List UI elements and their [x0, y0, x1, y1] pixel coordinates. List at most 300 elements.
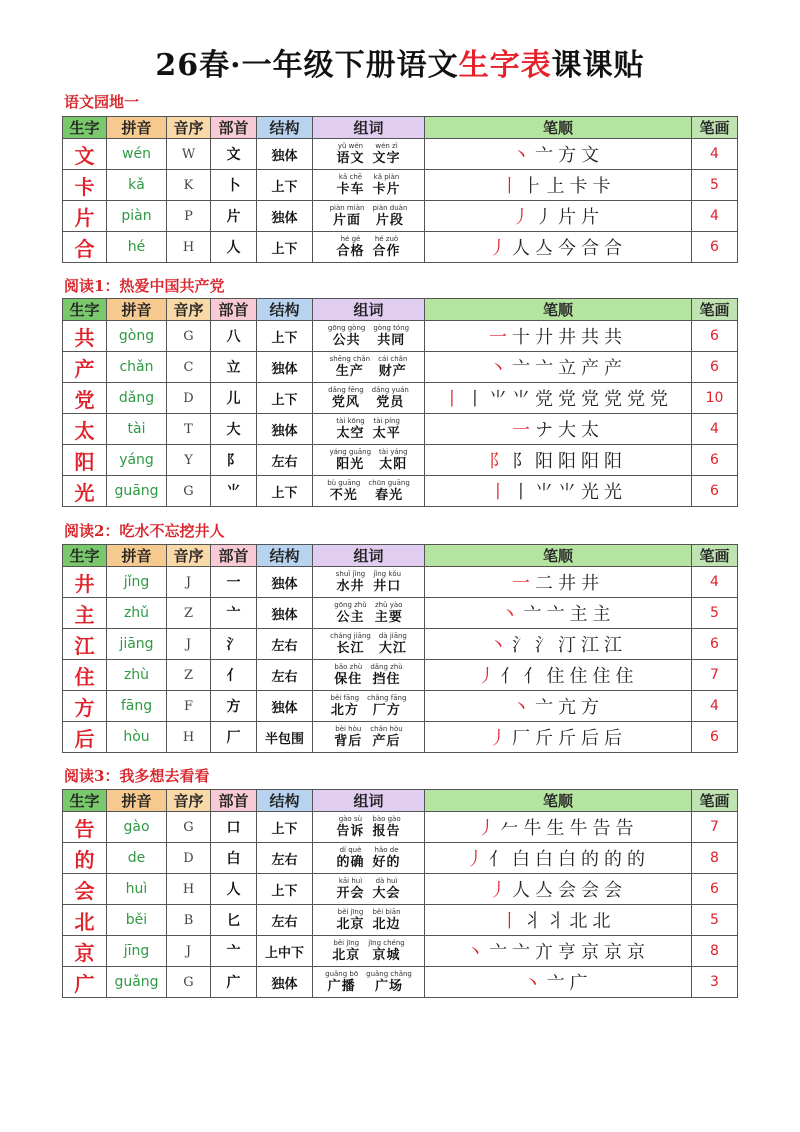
stroke-step: 氵 [512, 635, 535, 656]
order-cell: G [167, 812, 211, 843]
stroke-order-cell [425, 691, 692, 722]
order-cell: Z [167, 660, 211, 691]
stroke-step: 丶 [512, 145, 535, 166]
stroke-step: 井 [558, 573, 581, 594]
table-row [63, 629, 738, 660]
stroke-step: 住 [546, 666, 570, 687]
word-item [370, 725, 402, 749]
word-item [372, 908, 400, 932]
header-char: 生字 [63, 545, 107, 567]
stroke-step: 斤 [558, 728, 581, 749]
word-hanzi: 挡住 [372, 672, 401, 687]
stroke-order-cell [425, 352, 692, 383]
stroke-step: 丿 [466, 849, 489, 870]
stroke-step: 丶 [489, 635, 512, 656]
page-title-part1: 26春·一年级下册语文 [155, 48, 459, 83]
word-item [366, 970, 412, 994]
word-item [334, 663, 362, 687]
stroke-step: 斤 [535, 728, 558, 749]
words-cell [313, 232, 425, 263]
word-pinyin: guǎng bō [325, 970, 359, 978]
stroke-step: 亨 [558, 942, 581, 963]
stroke-count-cell: 6 [692, 445, 738, 476]
word-item [373, 324, 409, 348]
word-hanzi: 水井 [336, 579, 365, 594]
word-pinyin: gào sù [338, 815, 363, 823]
word-pinyin: dǎng yuán [371, 386, 409, 394]
word-pinyin: chǎng fāng [367, 694, 407, 702]
stroke-step: 亠 [512, 358, 535, 379]
word-hanzi: 春光 [375, 488, 404, 503]
word-hanzi: 党风 [331, 395, 360, 410]
word-item [330, 355, 371, 379]
char-cell: 阳 [63, 445, 107, 476]
header-strokes: 笔顺 [425, 790, 692, 812]
pinyin-cell: wén [107, 139, 167, 170]
stroke-step: 片 [558, 207, 581, 228]
header-structure: 结构 [257, 299, 313, 321]
word-item [379, 632, 407, 656]
word-item [379, 448, 408, 472]
word-item [372, 386, 409, 410]
radical-cell: 片 [211, 201, 257, 232]
stroke-count-cell: 6 [692, 874, 738, 905]
pinyin-cell: yáng [107, 445, 167, 476]
header-structure: 结构 [257, 117, 313, 139]
words-cell [313, 567, 425, 598]
radical-cell: 立 [211, 352, 257, 383]
stroke-step: 一 [512, 573, 535, 594]
stroke-count-cell: 6 [692, 629, 738, 660]
stroke-step: 丿 [489, 880, 512, 901]
table-row [63, 232, 738, 263]
words-cell [313, 843, 425, 874]
order-cell: B [167, 905, 211, 936]
stroke-step: 住 [569, 666, 593, 687]
word-pinyin: dǎng zhù [370, 663, 403, 671]
table-header-row [63, 117, 738, 139]
char-table [62, 789, 738, 998]
stroke-step: 亠 [546, 973, 570, 994]
stroke-step: 江 [581, 635, 604, 656]
stroke-count-cell: 6 [692, 722, 738, 753]
header-strokes: 笔顺 [425, 299, 692, 321]
word-pinyin: piàn duàn [372, 204, 408, 212]
stroke-step: 党 [604, 389, 627, 410]
table-row [63, 660, 738, 691]
pinyin-cell: gào [107, 812, 167, 843]
table-row [63, 905, 738, 936]
word-item [373, 417, 401, 441]
stroke-step: 卡 [592, 176, 616, 197]
word-pinyin: piàn miàn [329, 204, 365, 212]
pinyin-cell: jǐng [107, 567, 167, 598]
stroke-step: 丨 [466, 389, 489, 410]
words-cell [313, 812, 425, 843]
stroke-step: 井 [581, 573, 604, 594]
char-cell: 江 [63, 629, 107, 660]
table-row [63, 321, 738, 352]
word-hanzi: 长江 [336, 641, 365, 656]
stroke-step: 丿 [477, 666, 501, 687]
radical-cell: 氵 [211, 629, 257, 660]
stroke-step: 丿 [512, 207, 535, 228]
word-hanzi: 共同 [377, 333, 406, 348]
structure-cell: 独体 [257, 691, 313, 722]
stroke-step: 立 [558, 358, 581, 379]
stroke-step: 阳 [535, 451, 558, 472]
stroke-step: 方 [581, 697, 604, 718]
char-cell: 后 [63, 722, 107, 753]
table-row [63, 170, 738, 201]
word-hanzi: 片面 [333, 213, 362, 228]
stroke-step: 亼 [535, 238, 558, 259]
stroke-step: ⺊ [523, 176, 547, 197]
words-cell [313, 967, 425, 998]
word-item [375, 601, 403, 625]
stroke-order-cell [425, 567, 692, 598]
pinyin-cell: fāng [107, 691, 167, 722]
stroke-count-cell: 5 [692, 598, 738, 629]
order-cell: W [167, 139, 211, 170]
stroke-count-cell: 6 [692, 476, 738, 507]
stroke-step: 白 [535, 849, 558, 870]
words-cell [313, 722, 425, 753]
stroke-step: 亠 [523, 604, 547, 625]
order-cell: J [167, 567, 211, 598]
word-item [330, 632, 371, 656]
stroke-step: 主 [569, 604, 593, 625]
radical-cell: 厂 [211, 722, 257, 753]
word-pinyin: gōng gòng [327, 324, 366, 332]
word-hanzi: 井口 [373, 579, 402, 594]
stroke-step: 今 [558, 238, 581, 259]
order-cell: G [167, 967, 211, 998]
word-hanzi: 报告 [372, 824, 401, 839]
word-item [336, 815, 364, 839]
order-cell: J [167, 629, 211, 660]
word-item [327, 479, 360, 503]
word-pinyin: yǔ wén [337, 142, 364, 150]
stroke-step: 党 [535, 389, 558, 410]
word-pinyin: jǐng kǒu [373, 570, 402, 578]
stroke-step: 牛 [523, 818, 547, 839]
words-cell [313, 476, 425, 507]
word-pinyin: kǎ piàn [373, 173, 400, 181]
word-hanzi: 厂方 [372, 703, 401, 718]
stroke-step: 北 [569, 911, 593, 932]
header-order: 音序 [167, 299, 211, 321]
word-pinyin: dǎng fēng [328, 386, 364, 394]
order-cell: F [167, 691, 211, 722]
stroke-order-cell [425, 321, 692, 352]
word-hanzi: 大会 [372, 886, 401, 901]
char-cell: 告 [63, 812, 107, 843]
structure-cell: 上下 [257, 321, 313, 352]
stroke-step: 党 [558, 389, 581, 410]
word-hanzi: 公主 [336, 610, 365, 625]
word-pinyin: hé gé [340, 235, 361, 243]
order-cell: T [167, 414, 211, 445]
word-pinyin: cháng jiāng [330, 632, 371, 640]
word-pinyin: zhǔ yào [374, 601, 403, 609]
stroke-step: 文 [581, 145, 604, 166]
stroke-step: 产 [581, 358, 604, 379]
radical-cell: 方 [211, 691, 257, 722]
stroke-order-cell [425, 722, 692, 753]
radical-cell: 一 [211, 567, 257, 598]
word-pinyin: bǎo zhù [334, 663, 363, 671]
stroke-step: 丿 [489, 728, 512, 749]
page-title [0, 40, 800, 84]
char-cell: 井 [63, 567, 107, 598]
word-item [372, 204, 407, 228]
stroke-order-cell [425, 598, 692, 629]
stroke-step: 告 [615, 818, 639, 839]
header-radical: 部首 [211, 790, 257, 812]
stroke-count-cell: 4 [692, 414, 738, 445]
stroke-order-cell [425, 476, 692, 507]
stroke-order-cell [425, 445, 692, 476]
stroke-step: 江 [604, 635, 627, 656]
char-cell: 会 [63, 874, 107, 905]
stroke-order-cell [425, 812, 692, 843]
char-cell: 太 [63, 414, 107, 445]
radical-cell: 匕 [211, 905, 257, 936]
order-cell: C [167, 352, 211, 383]
words-cell [313, 170, 425, 201]
word-item [373, 235, 401, 259]
stroke-step: 合 [581, 238, 604, 259]
stroke-step: 共 [604, 327, 627, 348]
header-order: 音序 [167, 790, 211, 812]
word-item [328, 324, 365, 348]
word-hanzi: 北边 [372, 917, 401, 932]
radical-cell: 亠 [211, 598, 257, 629]
structure-cell: 独体 [257, 598, 313, 629]
stroke-order-cell [425, 383, 692, 414]
stroke-step: 会 [604, 880, 627, 901]
table-row [63, 383, 738, 414]
word-pinyin: dà huì [375, 877, 398, 885]
stroke-step: 亠 [535, 697, 558, 718]
table-row [63, 476, 738, 507]
word-item [336, 877, 364, 901]
words-cell [313, 321, 425, 352]
stroke-step: 方 [558, 145, 581, 166]
stroke-step: 丶 [466, 942, 489, 963]
stroke-count-cell: 4 [692, 567, 738, 598]
stroke-step: 的 [627, 849, 650, 870]
word-item [336, 846, 364, 870]
word-item [336, 570, 365, 594]
char-cell: 卡 [63, 170, 107, 201]
stroke-step: 京 [581, 942, 604, 963]
stroke-step: 丶 [489, 358, 512, 379]
word-item [373, 173, 401, 197]
word-hanzi: 背后 [334, 734, 363, 749]
word-hanzi: 党员 [376, 395, 405, 410]
structure-cell: 上下 [257, 170, 313, 201]
pinyin-cell: jīng [107, 936, 167, 967]
word-pinyin: běi jīng [337, 908, 364, 916]
stroke-step: 阝 [489, 451, 512, 472]
word-item [378, 355, 407, 379]
header-radical: 部首 [211, 299, 257, 321]
words-cell [313, 139, 425, 170]
stroke-step: 十 [512, 327, 535, 348]
word-hanzi: 卡片 [372, 182, 401, 197]
order-cell: G [167, 321, 211, 352]
stroke-step: 党 [627, 389, 650, 410]
stroke-step: 的 [604, 849, 627, 870]
word-item [370, 663, 402, 687]
word-hanzi: 文字 [372, 151, 401, 166]
word-item [325, 970, 358, 994]
structure-cell: 上下 [257, 812, 313, 843]
stroke-step: 丬 [523, 911, 547, 932]
word-pinyin: shuǐ jǐng [335, 570, 366, 578]
structure-cell: 左右 [257, 905, 313, 936]
order-cell: K [167, 170, 211, 201]
pinyin-cell: guāng [107, 476, 167, 507]
stroke-step: 亠 [535, 145, 558, 166]
stroke-step: 亣 [535, 942, 558, 963]
word-hanzi: 太平 [372, 426, 401, 441]
char-table [62, 116, 738, 263]
table-row [63, 352, 738, 383]
word-pinyin: yáng guāng [329, 448, 372, 456]
stroke-step: 卡 [569, 176, 593, 197]
char-cell: 合 [63, 232, 107, 263]
pinyin-cell: gòng [107, 321, 167, 352]
structure-cell: 独体 [257, 967, 313, 998]
stroke-step: ナ [535, 420, 558, 441]
pinyin-cell: běi [107, 905, 167, 936]
stroke-step: 亠 [546, 604, 570, 625]
word-hanzi: 北京 [332, 948, 361, 963]
word-item [372, 815, 400, 839]
word-hanzi: 卡车 [336, 182, 365, 197]
stroke-step: 党 [581, 389, 604, 410]
word-item [330, 204, 365, 228]
word-pinyin: běi jīng [333, 939, 360, 947]
stroke-order-cell [425, 905, 692, 936]
stroke-step: 丨 [443, 389, 466, 410]
table-row [63, 139, 738, 170]
word-hanzi: 太空 [336, 426, 365, 441]
stroke-order-cell [425, 874, 692, 905]
order-cell: H [167, 722, 211, 753]
stroke-step: 亠 [512, 942, 535, 963]
structure-cell: 上下 [257, 383, 313, 414]
radical-cell: 亠 [211, 936, 257, 967]
word-item [336, 173, 364, 197]
word-pinyin: bào gào [372, 815, 401, 823]
pinyin-cell: de [107, 843, 167, 874]
word-pinyin: běi fāng [330, 694, 360, 702]
header-count: 笔画 [692, 545, 738, 567]
stroke-step: 后 [604, 728, 627, 749]
stroke-count-cell: 4 [692, 691, 738, 722]
stroke-step: 住 [615, 666, 639, 687]
header-words: 组词 [313, 299, 425, 321]
word-item [367, 694, 406, 718]
word-pinyin: dí què [339, 846, 362, 854]
stroke-step: 合 [604, 238, 627, 259]
stroke-step: 主 [592, 604, 616, 625]
header-pinyin: 拼音 [107, 790, 167, 812]
word-pinyin: chūn guāng [368, 479, 410, 487]
table-header-row [63, 790, 738, 812]
stroke-step: 亠 [489, 942, 512, 963]
stroke-order-cell [425, 201, 692, 232]
header-char: 生字 [63, 299, 107, 321]
stroke-step: 共 [581, 327, 604, 348]
order-cell: D [167, 383, 211, 414]
header-order: 音序 [167, 117, 211, 139]
word-item [373, 142, 401, 166]
char-table [62, 298, 738, 507]
stroke-step: 汀 [558, 635, 581, 656]
word-pinyin: chǎn hòu [370, 725, 403, 733]
char-cell: 光 [63, 476, 107, 507]
radical-cell: 大 [211, 414, 257, 445]
structure-cell: 上中下 [257, 936, 313, 967]
word-item [334, 601, 366, 625]
char-cell: 共 [63, 321, 107, 352]
table-row [63, 812, 738, 843]
structure-cell: 独体 [257, 139, 313, 170]
radical-cell: 人 [211, 232, 257, 263]
structure-cell: 左右 [257, 445, 313, 476]
stroke-step: 产 [604, 358, 627, 379]
word-hanzi: 公共 [332, 333, 361, 348]
header-structure: 结构 [257, 545, 313, 567]
table-row [63, 722, 738, 753]
header-count: 笔画 [692, 790, 738, 812]
stroke-order-cell [425, 629, 692, 660]
radical-cell: 八 [211, 321, 257, 352]
radical-cell: 广 [211, 967, 257, 998]
words-cell [313, 629, 425, 660]
stroke-count-cell: 8 [692, 843, 738, 874]
words-cell [313, 352, 425, 383]
header-pinyin: 拼音 [107, 545, 167, 567]
stroke-step: 丶 [500, 604, 524, 625]
char-cell: 京 [63, 936, 107, 967]
word-hanzi: 京城 [372, 948, 401, 963]
stroke-step: 住 [592, 666, 616, 687]
stroke-order-cell [425, 936, 692, 967]
stroke-step: 二 [535, 573, 558, 594]
words-cell [313, 598, 425, 629]
stroke-count-cell: 6 [692, 321, 738, 352]
stroke-step: ⺌ [512, 389, 535, 410]
stroke-step: 亢 [558, 697, 581, 718]
stroke-step: ⺌ [535, 482, 558, 503]
word-item [336, 142, 364, 166]
word-pinyin: jīng chéng [368, 939, 405, 947]
pinyin-cell: kǎ [107, 170, 167, 201]
header-pinyin: 拼音 [107, 299, 167, 321]
pinyin-cell: hé [107, 232, 167, 263]
word-pinyin: kǎ chē [338, 173, 363, 181]
word-hanzi: 合格 [336, 244, 365, 259]
char-cell: 产 [63, 352, 107, 383]
stroke-step: 人 [512, 238, 535, 259]
table-row [63, 691, 738, 722]
